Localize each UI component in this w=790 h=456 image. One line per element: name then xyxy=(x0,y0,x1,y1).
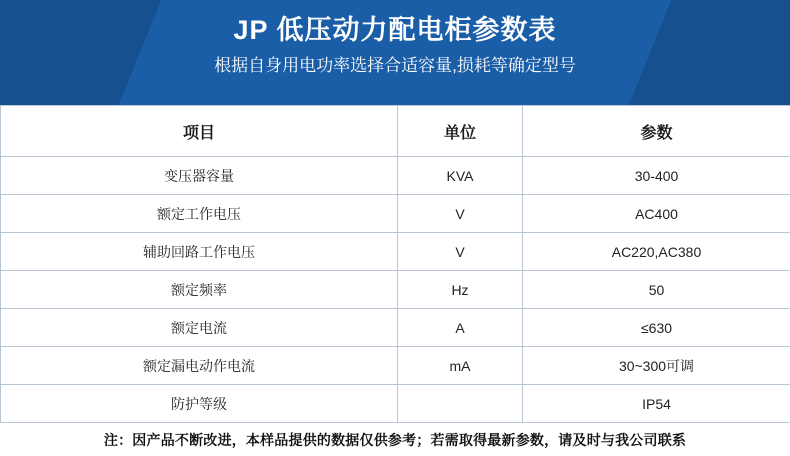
cell-value: AC220,AC380 xyxy=(523,233,790,271)
cell-value: 30-400 xyxy=(523,157,790,195)
spec-table-body xyxy=(1,157,790,423)
cell-item: 额定工作电压 xyxy=(1,195,398,233)
table-header-row xyxy=(1,106,790,157)
page-header xyxy=(0,0,790,105)
cell-value: 50 xyxy=(523,271,790,309)
cell-value: 30~300可调 xyxy=(523,347,790,385)
page-subtitle: 根据自身用电功率选择合适容量,损耗等确定型号 xyxy=(0,53,790,79)
table-row xyxy=(1,195,790,233)
table-row xyxy=(1,385,790,423)
cell-value: ≤630 xyxy=(523,309,790,347)
column-header-value: 参数 xyxy=(523,106,790,157)
footer-note-bar xyxy=(0,423,790,456)
column-header-unit: 单位 xyxy=(398,106,523,157)
cell-unit: V xyxy=(398,233,523,271)
cell-unit: A xyxy=(398,309,523,347)
cell-unit: mA xyxy=(398,347,523,385)
table-row xyxy=(1,271,790,309)
cell-value: IP54 xyxy=(523,385,790,423)
cell-item: 额定频率 xyxy=(1,271,398,309)
cell-unit: Hz xyxy=(398,271,523,309)
cell-unit xyxy=(398,385,523,423)
spec-table xyxy=(0,105,790,423)
spec-table-container xyxy=(0,105,790,423)
cell-unit: V xyxy=(398,195,523,233)
spec-table-head xyxy=(1,106,790,157)
cell-item: 额定电流 xyxy=(1,309,398,347)
table-row xyxy=(1,233,790,271)
footer-note: 注：因产品不断改进，本样品提供的数据仅供参考；若需取得最新参数，请及时与我公司联系 xyxy=(104,430,686,450)
cell-item: 辅助回路工作电压 xyxy=(1,233,398,271)
cell-item: 变压器容量 xyxy=(1,157,398,195)
cell-value: AC400 xyxy=(523,195,790,233)
page-title: JP 低压动力配电柜参数表 xyxy=(0,13,790,47)
column-header-item: 项目 xyxy=(1,106,398,157)
table-row xyxy=(1,309,790,347)
cell-unit: KVA xyxy=(398,157,523,195)
cell-item: 防护等级 xyxy=(1,385,398,423)
table-row xyxy=(1,157,790,195)
header-text-block xyxy=(0,0,790,79)
table-row xyxy=(1,347,790,385)
cell-item: 额定漏电动作电流 xyxy=(1,347,398,385)
